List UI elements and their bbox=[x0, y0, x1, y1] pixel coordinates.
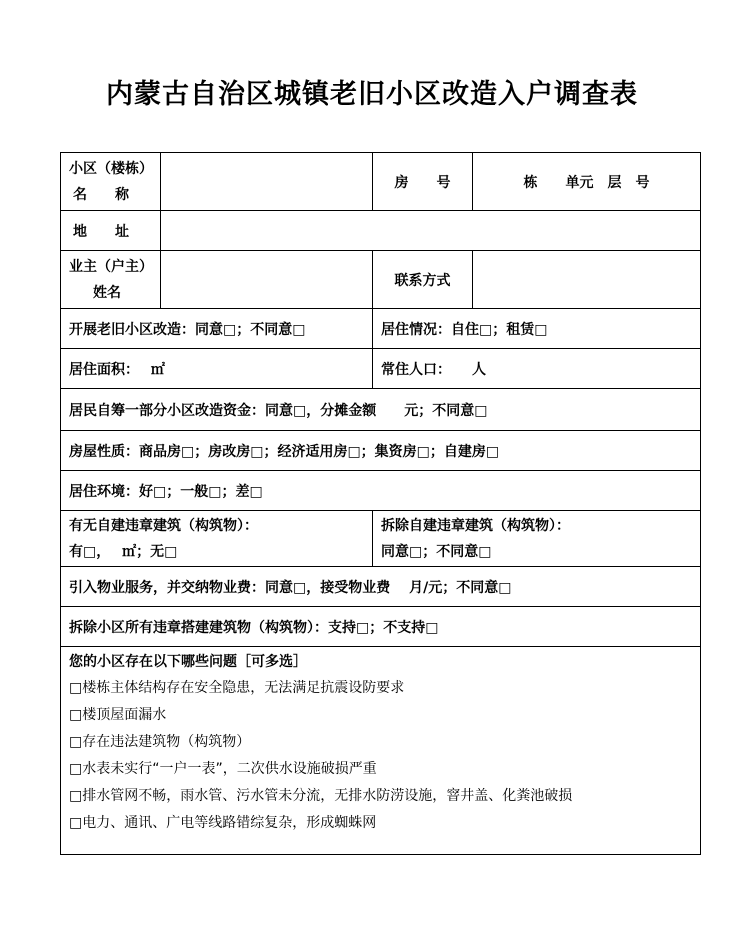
row-owner bbox=[61, 251, 701, 309]
residence-status[interactable]: 居住情况：自住□；租赁□ bbox=[373, 309, 701, 349]
owner-label-cell bbox=[61, 251, 161, 309]
demolish-all[interactable]: 拆除小区所有违章搭建建筑物（构筑物）：支持□；不支持□ bbox=[61, 607, 701, 647]
owner-label-line2: 姓名 bbox=[93, 284, 121, 301]
contact-label: 联系方式 bbox=[373, 251, 473, 309]
row-demolish-all bbox=[61, 607, 701, 647]
issues-cell bbox=[61, 647, 701, 855]
row-funding bbox=[61, 389, 701, 431]
row-address bbox=[61, 211, 701, 251]
resident-population[interactable]: 常住人口： 人 bbox=[373, 349, 701, 389]
owner-value-cell[interactable] bbox=[161, 251, 373, 309]
issues-heading: 您的小区存在以下哪些问题［可多选］ bbox=[69, 654, 307, 670]
issue-option-3[interactable]: □存在违法建筑物（构筑物） bbox=[69, 734, 251, 750]
owner-label-line1: 业主（户主） bbox=[69, 258, 153, 275]
room-label: 房 号 bbox=[373, 153, 473, 211]
demolish-own-line1: 拆除自建违章建筑（构筑物）： bbox=[381, 517, 570, 534]
community-label-line2: 名 称 bbox=[73, 186, 129, 203]
demolish-own-cell[interactable] bbox=[373, 511, 701, 567]
community-label-line1: 小区（楼栋） bbox=[69, 160, 153, 177]
row-illegal-building bbox=[61, 511, 701, 567]
demolish-own-line2: 同意□；不同意□ bbox=[381, 543, 492, 560]
property-service[interactable]: 引入物业服务，并交纳物业费：同意□，接受物业费 月/元；不同意□ bbox=[61, 567, 701, 607]
self-funding[interactable]: 居民自筹一部分小区改造资金：同意□，分摊金额 元；不同意□ bbox=[61, 389, 701, 431]
row-issues bbox=[61, 647, 701, 855]
illegal-building-line2: 有□， ㎡；无□ bbox=[69, 543, 178, 560]
issue-option-6[interactable]: □电力、通讯、广电等线路错综复杂，形成蜘蛛网 bbox=[69, 815, 377, 831]
illegal-building-line1: 有无自建违章建筑（构筑物）： bbox=[69, 517, 258, 534]
renovation-consent[interactable]: 开展老旧小区改造：同意□；不同意□ bbox=[61, 309, 373, 349]
issue-option-2[interactable]: □楼顶屋面漏水 bbox=[69, 707, 167, 723]
room-value[interactable]: 栋 单元 层 号 bbox=[473, 153, 701, 211]
row-property-service bbox=[61, 567, 701, 607]
living-area[interactable]: 居住面积： ㎡ bbox=[61, 349, 373, 389]
page-title: 内蒙古自治区城镇老旧小区改造入户调查表 bbox=[106, 79, 638, 110]
issue-option-4[interactable]: □水表未实行“一户一表”，二次供水设施破损严重 bbox=[69, 761, 377, 777]
community-value-cell[interactable] bbox=[161, 153, 373, 211]
row-area bbox=[61, 349, 701, 389]
issue-option-1[interactable]: □楼栋主体结构存在安全隐患，无法满足抗震设防要求 bbox=[69, 680, 405, 696]
address-label bbox=[61, 211, 161, 251]
issue-option-5[interactable]: □排水管网不畅，雨水管、污水管未分流，无排水防涝设施，窨井盖、化粪池破损 bbox=[69, 788, 573, 804]
row-house-type bbox=[61, 431, 701, 471]
house-type[interactable]: 房屋性质：商品房□；房改房□；经济适用房□；集资房□；自建房□ bbox=[61, 431, 701, 471]
address-value-cell[interactable] bbox=[161, 211, 701, 251]
row-community bbox=[61, 153, 701, 211]
contact-value-cell[interactable] bbox=[473, 251, 701, 309]
row-environment bbox=[61, 471, 701, 511]
community-label-cell bbox=[61, 153, 161, 211]
address-label-text: 地 址 bbox=[73, 223, 129, 240]
survey-form-table bbox=[60, 152, 701, 855]
row-consent bbox=[61, 309, 701, 349]
illegal-building-cell[interactable] bbox=[61, 511, 373, 567]
living-environment[interactable]: 居住环境：好□；一般□；差□ bbox=[61, 471, 701, 511]
